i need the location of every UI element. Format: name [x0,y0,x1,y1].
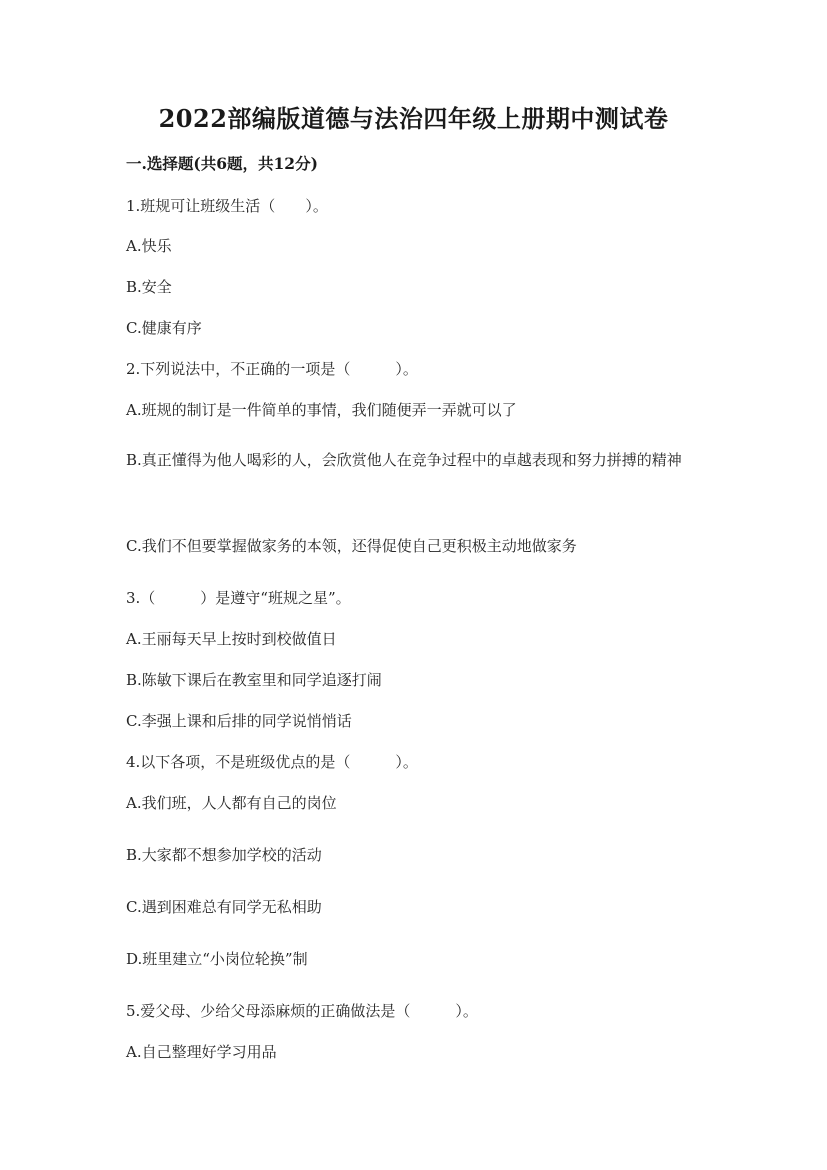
option-1b: B.安全 [126,278,172,296]
page-title: 2022部编版道德与法治四年级上册期中测试卷 [158,104,669,133]
option-3b: B.陈敏下课后在教室里和同学追逐打闹 [126,671,382,689]
option-1c: C.健康有序 [126,319,202,337]
option-2c: C.我们不但要掌握做家务的本领，还得促使自己更积极主动地做家务 [126,537,577,555]
question-4: 4.以下各项，不是班级优点的是（ ）。 [126,753,418,771]
question-1: 1.班规可让班级生活（ ）。 [126,197,328,215]
option-2b: B.真正懂得为他人喝彩的人，会欣赏他人在竞争过程中的卓越表现和努力拼搏的精神 [126,451,682,469]
option-1a: A.快乐 [126,237,172,255]
option-4c: C.遇到困难总有同学无私相助 [126,898,322,916]
option-4a: A.我们班，人人都有自己的岗位 [126,794,337,812]
question-3: 3.（ ）是遵守“班规之星”。 [126,589,351,607]
section-heading: 一.选择题(共6题，共12分) [126,154,318,173]
option-5a: A.自己整理好学习用品 [126,1043,277,1061]
option-4b: B.大家都不想参加学校的活动 [126,846,322,864]
question-5: 5.爱父母、少给父母添麻烦的正确做法是（ ）。 [126,1002,478,1020]
option-2a: A.班规的制订是一件简单的事情，我们随便弄一弄就可以了 [126,401,517,419]
option-3c: C.李强上课和后排的同学说悄悄话 [126,712,352,730]
option-3a: A.王丽每天早上按时到校做值日 [126,630,337,648]
option-4d: D.班里建立“小岗位轮换”制 [126,950,308,968]
question-2: 2.下列说法中，不正确的一项是（ ）。 [126,360,418,378]
